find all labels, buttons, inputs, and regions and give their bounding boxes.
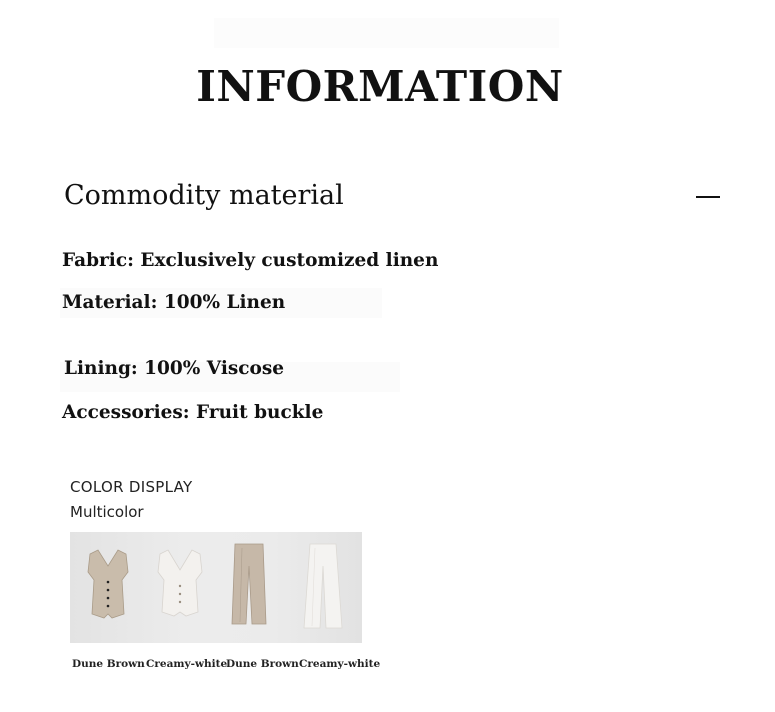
swatch-label: Creamy-white	[299, 658, 381, 670]
color-display-subheading: Multicolor	[70, 503, 144, 521]
minus-icon[interactable]	[696, 196, 720, 198]
spec-accessories: Accessories: Fruit buckle	[62, 402, 324, 423]
color-swatch-image	[70, 532, 362, 643]
section-heading: Commodity material	[64, 180, 344, 211]
swatch-label: Creamy-white	[146, 658, 228, 670]
trousers-creamy-white-icon	[304, 544, 342, 628]
vest-dune-brown-icon	[88, 550, 128, 618]
spec-fabric: Fabric: Exclusively customized linen	[62, 250, 439, 271]
color-display-heading: COLOR DISPLAY	[70, 478, 193, 496]
trousers-dune-brown-icon	[232, 544, 266, 624]
swatch-label: Dune Brown	[72, 658, 145, 670]
page-title: INFORMATION	[196, 62, 564, 111]
swatch-label: Dune Brown	[226, 658, 299, 670]
header-band	[214, 18, 559, 48]
vest-creamy-white-icon	[158, 550, 202, 616]
spec-lining: Lining: 100% Viscose	[64, 358, 285, 379]
spec-material: Material: 100% Linen	[62, 292, 286, 313]
